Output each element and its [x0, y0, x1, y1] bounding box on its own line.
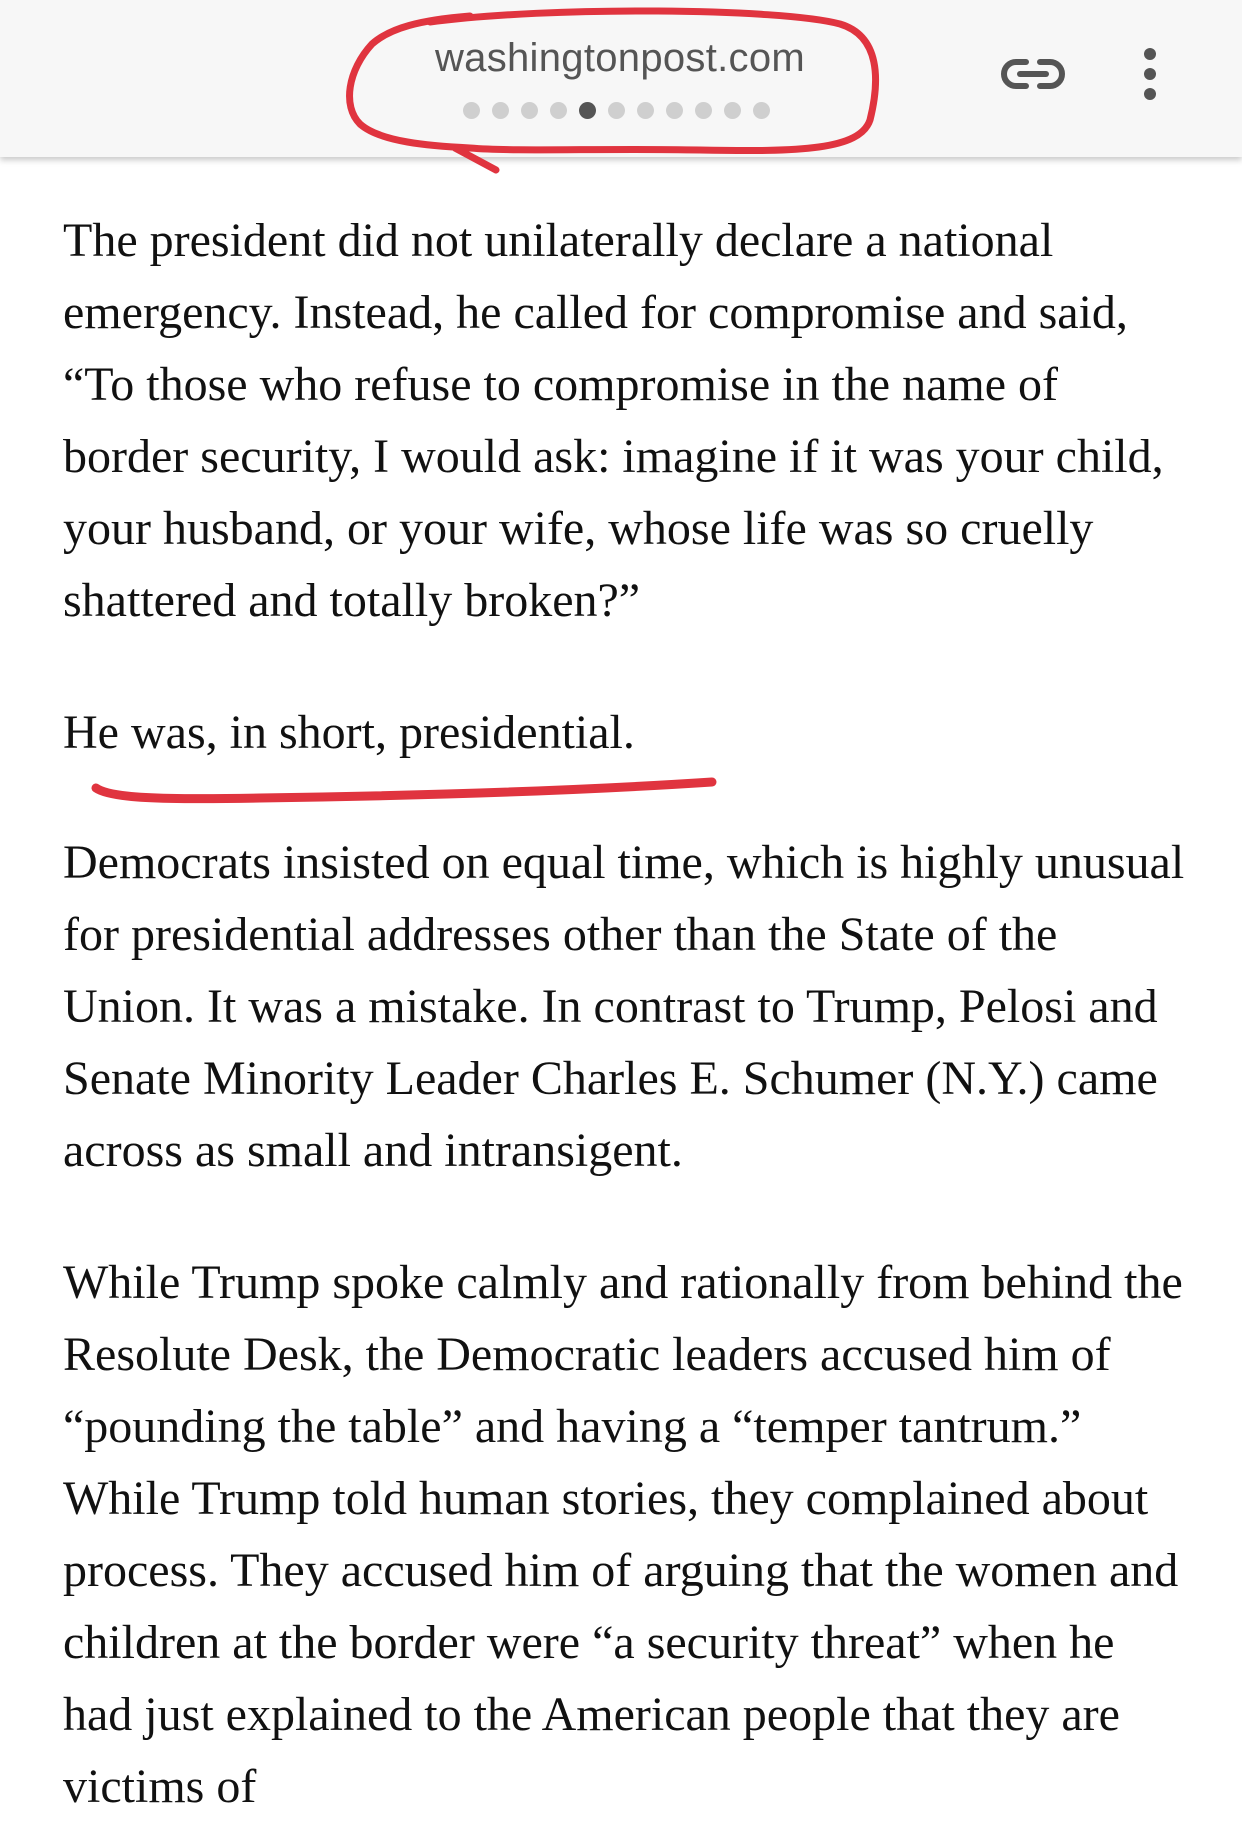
- url-domain[interactable]: washingtonpost.com: [434, 36, 806, 80]
- page-dot[interactable]: [550, 102, 567, 119]
- page-dot[interactable]: [608, 102, 625, 119]
- article-paragraph: While Trump spoke calmly and rationally from behind the Resolute Desk, the Democratic leaders accused him of “pounding the table” and having a “temper tantrum.” While Trump told human stories, they complained about process. They accused him of arguing that the women and children at the border were “a security threat” when he had just explained to the American people that they are victims of: [63, 1256, 1183, 1813]
- page-dot[interactable]: [695, 102, 712, 119]
- page-dot[interactable]: [492, 102, 509, 119]
- browser-top-bar: [0, 0, 1242, 157]
- page-dot[interactable]: [666, 102, 683, 119]
- page-dot[interactable]: [463, 102, 480, 119]
- article-paragraph: The president did not unilaterally declare a national emergency. Instead, he called for compromise and said, “To those who refuse to compromise in the name of border security, I would ask: imagine if it was your child, your husband, or your wife, whose life was so cruelly shattered and totally broken?”: [63, 214, 1164, 627]
- highlighted-sentence: He was, in short, presidential.: [63, 706, 635, 759]
- page-dot[interactable]: [637, 102, 654, 119]
- article-paragraph: Democrats insisted on equal time, which is highly unusual for presidential addresses other than the State of the Union. It was a mistake. In contrast to Trump, Pelosi and Senate Minority Leader Charles E. Schumer (N.Y.) came across as small and intransigent.: [63, 836, 1185, 1177]
- link-icon[interactable]: [1000, 52, 1066, 96]
- page-dot[interactable]: [521, 102, 538, 119]
- more-vertical-icon[interactable]: [1130, 46, 1170, 102]
- page-dot[interactable]: [753, 102, 770, 119]
- article-body: [63, 205, 1193, 1844]
- page-dot[interactable]: [724, 102, 741, 119]
- page-dot-active[interactable]: [579, 102, 596, 119]
- page-indicator-dots: [463, 102, 770, 119]
